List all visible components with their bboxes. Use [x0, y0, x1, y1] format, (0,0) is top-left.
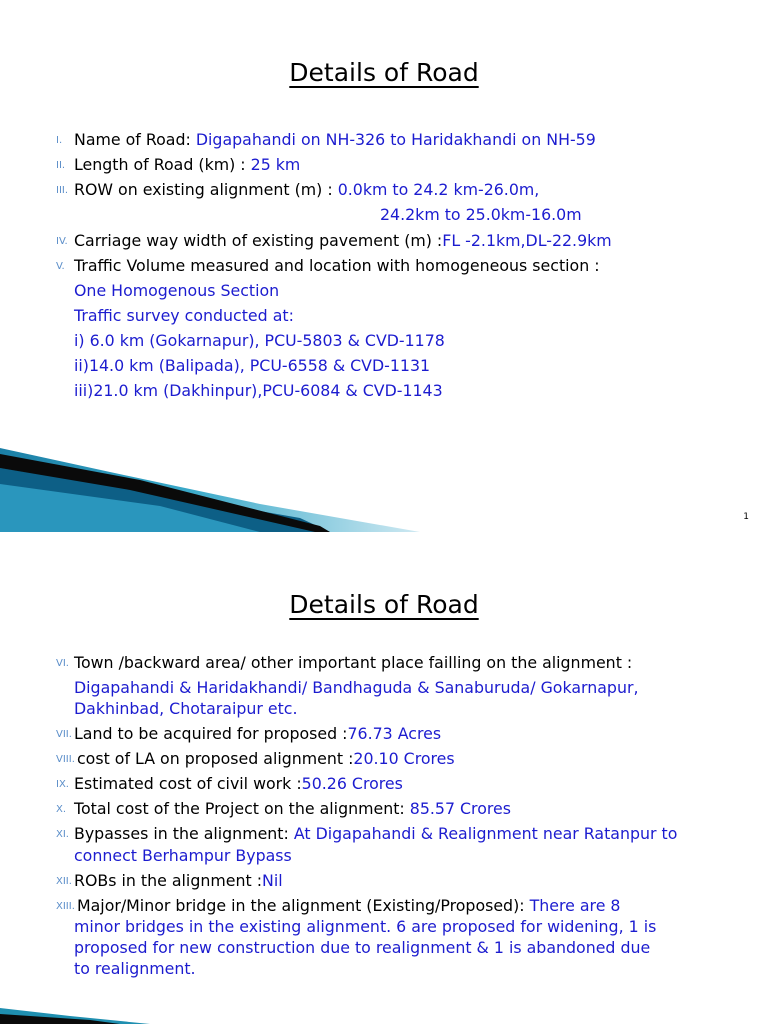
- list-item: [74, 870, 283, 892]
- item-value: 0.0km to 24.2 km-26.0m,: [337, 180, 540, 199]
- list-item: [74, 723, 441, 745]
- item-label: Carriage way width of existing pavement (m) :: [74, 231, 443, 250]
- item-value-continued: connect Berhampur Bypass: [74, 846, 292, 865]
- item-value: 76.73 Acres: [347, 724, 442, 743]
- item-label: ROW on existing alignment (m) :: [74, 180, 338, 199]
- item-value: 20.10 Crores: [353, 749, 455, 768]
- list-item: [74, 179, 539, 201]
- list-number: III.: [56, 185, 69, 196]
- list-number: IX.: [56, 779, 69, 790]
- list-number: VII.: [56, 729, 72, 740]
- item-value: FL -2.1km,DL-22.9km: [442, 231, 612, 250]
- item-label: Bypasses in the alignment:: [74, 824, 294, 843]
- list-number: VI.: [56, 658, 69, 669]
- list-item: [77, 748, 455, 770]
- list-number: II.: [56, 160, 66, 171]
- swoosh-decoration: [0, 440, 768, 532]
- item-value: 50.26 Crores: [301, 774, 403, 793]
- traffic-line: iii)21.0 km (Dakhinpur),PCU-6084 & CVD-1143: [74, 381, 443, 400]
- list-item: Traffic Volume measured and location with homogeneous section :: [74, 256, 600, 275]
- list-number: XIII.: [56, 901, 75, 912]
- item-label: Land to be acquired for proposed :: [74, 724, 348, 743]
- item-label: ROBs in the alignment :: [74, 871, 263, 890]
- item-value: 85.57 Crores: [409, 799, 511, 818]
- bridge-line: proposed for new construction due to realignment & 1 is abandoned due: [74, 938, 651, 957]
- swoosh-decoration: [0, 1002, 300, 1024]
- place-line: Digapahandi & Haridakhandi/ Bandhaguda & Sanaburuda/ Gokarnapur,: [74, 678, 639, 697]
- list-item: [74, 129, 596, 151]
- list-item: [77, 895, 620, 917]
- item-value: At Digapahandi & Realignment near Ratanpur to: [293, 824, 678, 843]
- item-value: Nil: [262, 871, 283, 890]
- item-label: Name of Road:: [74, 130, 196, 149]
- list-number: XII.: [56, 876, 72, 887]
- list-number: I.: [56, 135, 63, 146]
- list-item: Town /backward area/ other important place failling on the alignment :: [74, 653, 633, 672]
- list-item: [74, 230, 612, 252]
- list-number: V.: [56, 261, 65, 272]
- list-number: IV.: [56, 236, 68, 247]
- item-value-continued: 24.2km to 25.0km-16.0m: [380, 205, 582, 224]
- list-number: X.: [56, 804, 67, 815]
- list-number: VIII.: [56, 754, 75, 765]
- place-line: Dakhinbad, Chotaraipur etc.: [74, 699, 298, 718]
- slide-title: Details of Road: [289, 590, 479, 619]
- list-number: XI.: [56, 829, 69, 840]
- item-value: 25 km: [250, 155, 301, 174]
- item-label: Major/Minor bridge in the alignment (Existing/Proposed):: [77, 896, 530, 915]
- bridge-line: minor bridges in the existing alignment. 6 are proposed for widening, 1 is: [74, 917, 657, 936]
- traffic-line: i) 6.0 km (Gokarnapur), PCU-5803 & CVD-1178: [74, 331, 445, 350]
- slide-2: [0, 532, 768, 1024]
- item-value: Digapahandi on NH-326 to Haridakhandi on NH-59: [195, 130, 596, 149]
- list-item: [74, 773, 403, 795]
- traffic-line: Traffic survey conducted at:: [74, 306, 294, 325]
- list-item: [74, 823, 677, 845]
- traffic-line: One Homogenous Section: [74, 281, 280, 300]
- slide-title: Details of Road: [289, 58, 479, 87]
- item-label: Total cost of the Project on the alignment:: [74, 799, 410, 818]
- item-label: Estimated cost of civil work :: [74, 774, 302, 793]
- traffic-line: ii)14.0 km (Balipada), PCU-6558 & CVD-1131: [74, 356, 431, 375]
- page-number: 1: [743, 512, 749, 522]
- list-item: [74, 798, 511, 820]
- item-value: There are 8: [529, 896, 621, 915]
- list-item: [74, 154, 300, 176]
- bridge-line: to realignment.: [74, 959, 196, 978]
- item-label: Length of Road (km) :: [74, 155, 251, 174]
- item-label: cost of LA on proposed alignment :: [77, 749, 354, 768]
